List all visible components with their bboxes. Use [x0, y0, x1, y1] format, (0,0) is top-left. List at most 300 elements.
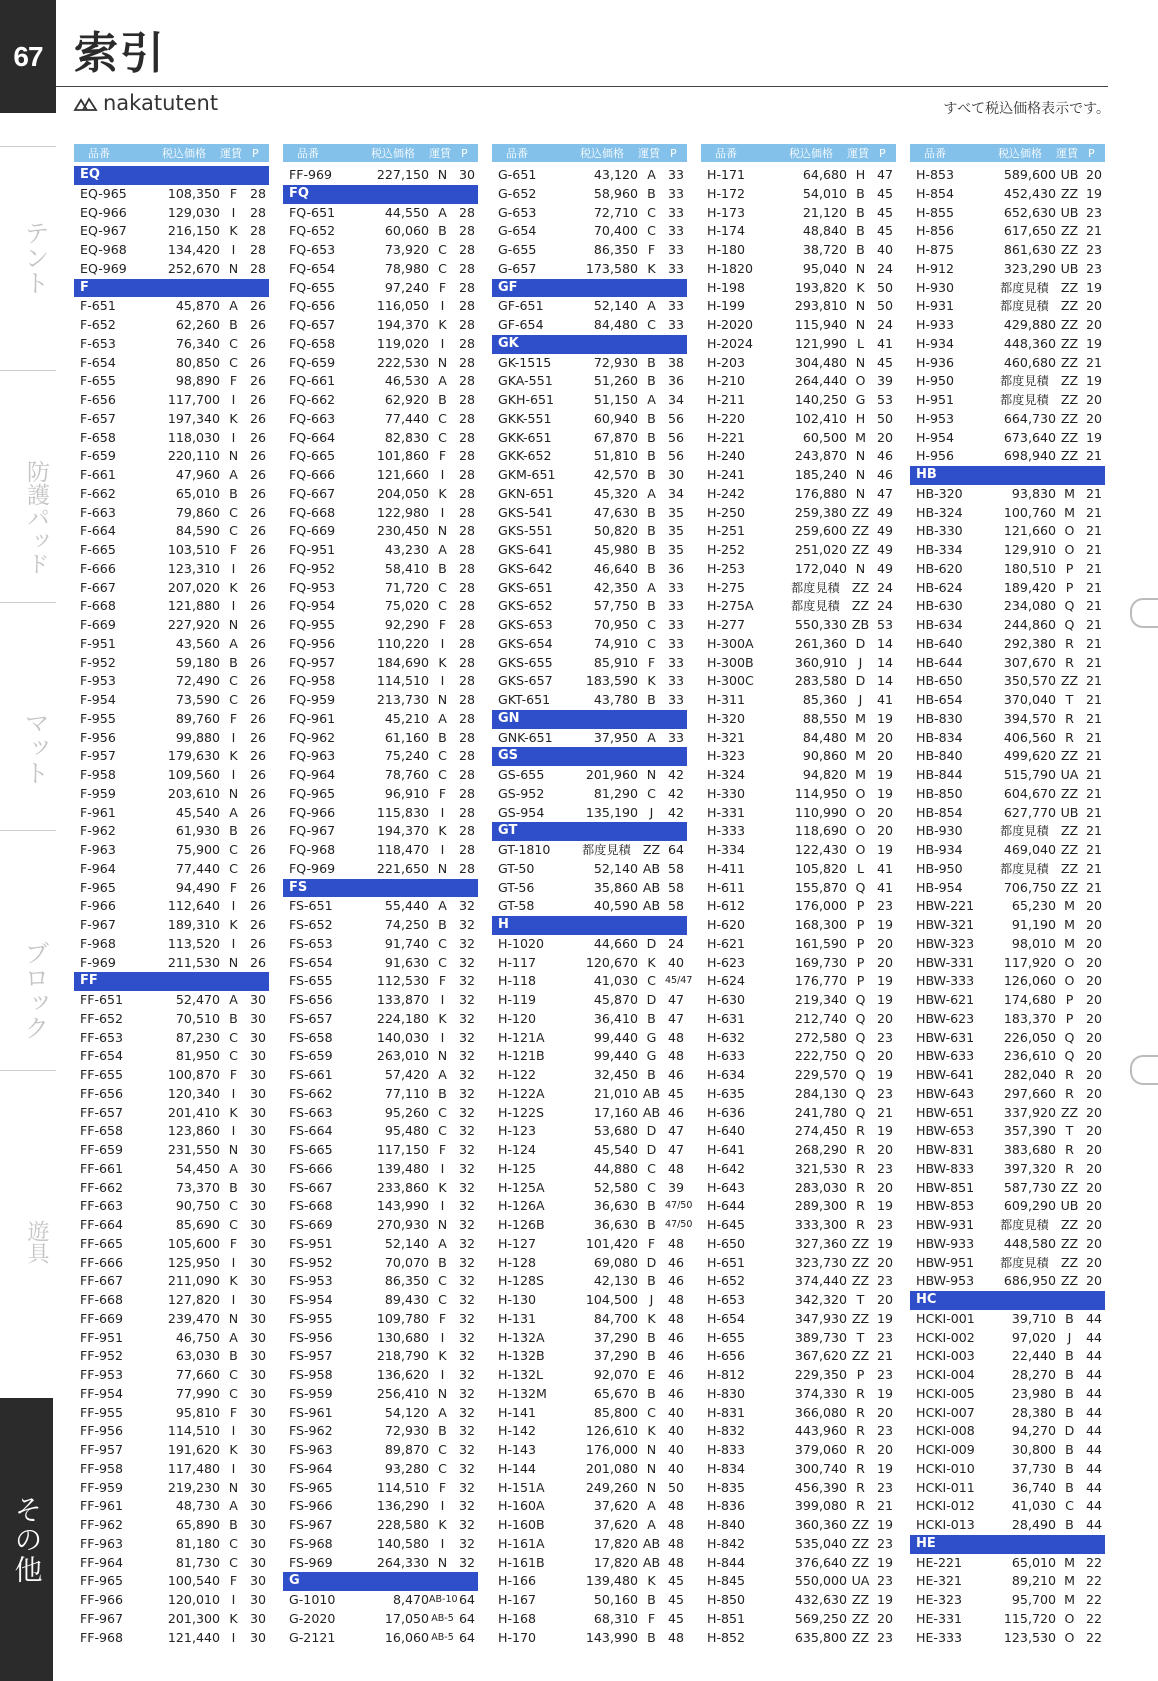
page-ref: 32 [458, 1498, 476, 1514]
freight-class: A [647, 1498, 656, 1514]
page-ref: 28 [458, 542, 476, 557]
price: 17,820 [593, 1554, 638, 1570]
index-row [492, 635, 687, 654]
page-ref: 20 [1085, 1085, 1103, 1101]
page-ref: 30 [249, 1235, 267, 1251]
column-header [492, 144, 687, 162]
page-ref: 32 [458, 954, 476, 970]
price: 129,030 [167, 204, 220, 220]
price: 85,800 [593, 1404, 638, 1420]
page-ref: 26 [249, 823, 267, 839]
product-code: HE-221 [916, 1554, 963, 1570]
page-ref: 28 [458, 523, 476, 539]
page-ref: 33 [667, 579, 685, 595]
product-code: F-664 [80, 523, 116, 539]
price: 143,990 [376, 1198, 429, 1214]
index-row [910, 1422, 1105, 1441]
index-row [701, 747, 896, 766]
freight-class: K [229, 223, 238, 239]
page-ref: 14 [876, 673, 894, 689]
price: 60,940 [593, 410, 638, 426]
price: 264,330 [376, 1554, 429, 1570]
product-code: H-624 [707, 973, 746, 989]
price: 51,810 [593, 448, 638, 464]
product-code: H-835 [707, 1479, 746, 1495]
product-code: H-620 [707, 917, 746, 932]
product-code: F-659 [80, 448, 116, 464]
price: 36,630 [593, 1198, 638, 1214]
side-category-playground[interactable]: 遊具 [24, 1220, 49, 1264]
price: 347,930 [794, 1310, 847, 1326]
price: 73,590 [175, 692, 220, 707]
freight-class: N [855, 260, 866, 276]
index-row [701, 429, 896, 448]
freight-class: P [856, 898, 865, 914]
page-ref: 28 [458, 335, 476, 351]
price: 都度見積 [1000, 374, 1049, 389]
freight-class: D [646, 1142, 657, 1157]
index-row [701, 916, 896, 935]
freight-class: B [229, 1179, 238, 1195]
product-code: H-834 [707, 1460, 746, 1476]
product-code: H-160A [498, 1498, 545, 1514]
page-ref: 19 [876, 842, 894, 857]
product-code: GKS-651 [498, 579, 553, 595]
product-code: FQ-956 [289, 635, 336, 651]
freight-class: N [437, 1048, 448, 1064]
header-page: P [252, 146, 259, 160]
index-row [492, 879, 687, 898]
product-code: H-930 [916, 279, 955, 295]
index-row [701, 1179, 896, 1198]
price: 38,720 [802, 242, 847, 257]
price: 366,080 [794, 1404, 847, 1420]
freight-class: C [229, 1048, 238, 1064]
index-row [492, 1516, 687, 1535]
product-code: H-170 [498, 1629, 537, 1645]
freight-class: R [1065, 1160, 1074, 1176]
product-code: HB-850 [916, 785, 963, 801]
product-code: FS-958 [289, 1367, 333, 1382]
freight-class: C [229, 1198, 238, 1214]
index-row [910, 766, 1105, 785]
page-ref: 24 [667, 935, 685, 951]
price: 73,920 [384, 242, 429, 257]
freight-class: T [856, 1292, 865, 1307]
product-code: G-2121 [289, 1629, 336, 1645]
price: 82,830 [384, 429, 429, 445]
product-code: FS-659 [289, 1048, 333, 1064]
freight-class: F [229, 1404, 238, 1420]
freight-class: B [1065, 1367, 1074, 1382]
index-row [701, 729, 896, 748]
index-row [283, 429, 478, 448]
index-row [283, 1235, 478, 1254]
product-code: H-220 [707, 410, 746, 426]
price: 42,130 [593, 1273, 638, 1289]
freight-class: A [229, 804, 238, 820]
side-category-pad[interactable]: 防護パッド [23, 460, 49, 575]
page-ref: 46 [667, 1104, 685, 1120]
price: 58,960 [593, 185, 638, 201]
freight-class: I [440, 467, 445, 482]
price: 686,950 [1003, 1273, 1056, 1289]
freight-class: I [440, 1535, 445, 1551]
page-ref: 30 [249, 1592, 267, 1607]
freight-class: R [856, 1442, 865, 1457]
product-code: FF-965 [80, 1573, 124, 1589]
price: 129,910 [1003, 542, 1056, 557]
page-ref: 33 [667, 598, 685, 614]
product-code: F-957 [80, 748, 116, 764]
page-ref: 19 [876, 973, 894, 989]
product-code: FS-965 [289, 1479, 333, 1495]
index-row [910, 1329, 1105, 1348]
product-code: H-912 [916, 260, 955, 276]
page-ref: 28 [458, 710, 476, 726]
product-code: G-657 [498, 260, 537, 276]
index-row [910, 222, 1105, 241]
page-ref: 48 [667, 1235, 685, 1251]
price: 74,250 [384, 917, 429, 932]
price: 224,180 [376, 1010, 429, 1026]
index-column [701, 144, 896, 1647]
index-row [910, 485, 1105, 504]
price: 102,410 [794, 410, 847, 426]
price: 46,530 [384, 373, 429, 389]
product-code: FQ-669 [289, 523, 336, 539]
index-row [701, 1010, 896, 1029]
product-code: FF-659 [80, 1142, 124, 1157]
freight-class: C [438, 954, 447, 970]
freight-class: K [438, 1179, 447, 1195]
page-ref: 40 [667, 954, 685, 970]
index-row [910, 897, 1105, 916]
brand-logo [74, 93, 218, 114]
price: 397,320 [1003, 1160, 1056, 1176]
freight-class: ZZ [1060, 354, 1079, 370]
index-row [74, 916, 269, 935]
page-ref: 50 [876, 298, 894, 314]
product-code: FS-667 [289, 1179, 333, 1195]
price: 406,560 [1003, 729, 1056, 745]
side-category-block[interactable]: ブロック [21, 940, 50, 1040]
price: 211,530 [167, 954, 220, 970]
price: 43,780 [593, 692, 638, 707]
product-code: F-963 [80, 842, 116, 857]
page-ref: 23 [876, 1479, 894, 1495]
product-code: H-645 [707, 1217, 746, 1232]
product-code: H-936 [916, 354, 955, 370]
side-divider [0, 1070, 56, 1071]
product-code: FQ-959 [289, 692, 336, 707]
product-code: FQ-958 [289, 673, 336, 689]
page-ref: 49 [876, 504, 894, 520]
page-ref: 19 [876, 1460, 894, 1476]
price: 121,990 [794, 335, 847, 351]
index-row [910, 822, 1105, 841]
freight-class: C [438, 1460, 447, 1476]
index-row [492, 372, 687, 391]
freight-class: ZZ [851, 598, 870, 614]
index-row [283, 1385, 478, 1404]
page-ref: 48 [667, 1498, 685, 1514]
page-ref: 26 [249, 317, 267, 332]
freight-class: AB-5 [431, 1631, 454, 1643]
page-ref: 46 [667, 1273, 685, 1289]
product-code: F-956 [80, 729, 116, 745]
product-code: F-951 [80, 635, 116, 651]
page-ref: 53 [876, 392, 894, 407]
index-row [701, 1291, 896, 1310]
index-row [492, 1291, 687, 1310]
page-ref: 19 [876, 785, 894, 801]
freight-class: D [646, 992, 657, 1007]
page-ref: 32 [458, 1123, 476, 1139]
page-ref: 20 [1085, 992, 1103, 1007]
index-row [910, 1310, 1105, 1329]
index-row [910, 1197, 1105, 1216]
header-freight: 運賃 [220, 147, 242, 160]
page-ref: 40 [667, 1423, 685, 1439]
freight-class: R [856, 1385, 865, 1401]
index-row [910, 185, 1105, 204]
index-row [701, 1329, 896, 1348]
price: 231,550 [167, 1142, 220, 1157]
product-code: GT-56 [498, 879, 535, 895]
index-row [492, 1629, 687, 1648]
page-ref: 30 [249, 1367, 267, 1382]
page-ref: 23 [876, 1160, 894, 1176]
side-category-other[interactable]: その他 [0, 1398, 53, 1681]
header-freight: 運賃 [847, 147, 869, 160]
index-row [701, 1029, 896, 1048]
page-ref: 19 [1085, 373, 1103, 389]
page-ref: 19 [876, 1198, 894, 1214]
page-ref: 21 [1085, 710, 1103, 726]
page-ref: 21 [1085, 729, 1103, 745]
page-ref: 26 [249, 467, 267, 482]
index-row [492, 729, 687, 748]
freight-class: B [647, 410, 656, 426]
price: 140,580 [376, 1535, 429, 1551]
freight-class: B [647, 1592, 656, 1607]
index-row [74, 635, 269, 654]
page-ref: 47 [667, 1010, 685, 1026]
index-row [283, 410, 478, 429]
page-ref: 46 [667, 1254, 685, 1270]
product-code: G-653 [498, 204, 537, 220]
index-row [701, 372, 896, 391]
price: 227,920 [167, 617, 220, 632]
index-row [283, 935, 478, 954]
product-code: H-956 [916, 448, 955, 464]
index-row [492, 391, 687, 410]
freight-class: N [228, 785, 239, 801]
product-code: FS-955 [289, 1310, 333, 1326]
price: 48,840 [802, 223, 847, 239]
freight-class: I [440, 992, 445, 1007]
product-code: FF-665 [80, 1235, 124, 1251]
freight-class: Q [1064, 617, 1075, 632]
index-row [910, 316, 1105, 335]
product-code: H-850 [707, 1592, 746, 1607]
product-code: H-132L [498, 1367, 544, 1382]
page-ref: 28 [458, 729, 476, 745]
product-code: HB-324 [916, 504, 963, 520]
page-ref: 30 [249, 1198, 267, 1214]
page-ref: 30 [249, 1217, 267, 1232]
page-ref: 38 [667, 354, 685, 370]
index-row [492, 1347, 687, 1366]
freight-class: F [229, 185, 238, 201]
freight-class: ZZ [1060, 410, 1079, 426]
index-row [701, 597, 896, 616]
freight-class: B [647, 1348, 656, 1364]
side-category-tent[interactable]: テント [21, 220, 50, 295]
price: 673,640 [1003, 429, 1056, 445]
product-code: FS-961 [289, 1404, 333, 1420]
product-code: H-117 [498, 954, 537, 970]
product-code: GNK-651 [498, 729, 553, 745]
price: 212,740 [794, 1010, 847, 1026]
product-code: H-121A [498, 1029, 545, 1045]
freight-class: N [437, 167, 448, 182]
price: 16,060 [384, 1629, 429, 1645]
freight-class: B [647, 448, 656, 464]
page-ref: 32 [458, 1367, 476, 1382]
price: 85,690 [175, 1217, 220, 1232]
page-ref: 32 [458, 1048, 476, 1064]
price: 110,990 [794, 804, 847, 820]
price: 289,300 [794, 1198, 847, 1214]
freight-class: O [855, 842, 866, 857]
page-ref: 21 [1085, 804, 1103, 820]
product-code: H-333 [707, 823, 746, 839]
price: 448,580 [1003, 1235, 1056, 1251]
freight-class: P [856, 935, 865, 951]
price: 67,870 [593, 429, 638, 445]
price: 698,940 [1003, 448, 1056, 464]
index-row [701, 1122, 896, 1141]
index-row [701, 1366, 896, 1385]
product-code: FQ-657 [289, 317, 336, 332]
product-code: HBW-623 [916, 1010, 975, 1026]
product-code: F-964 [80, 860, 116, 876]
index-row [283, 972, 478, 991]
index-row [283, 541, 478, 560]
index-row [492, 316, 687, 335]
index-row [910, 204, 1105, 223]
page-ref: 21 [1085, 542, 1103, 557]
index-row [701, 1554, 896, 1573]
index-row [701, 297, 896, 316]
price: 183,370 [1003, 1010, 1056, 1026]
index-row [283, 1629, 478, 1648]
freight-class: R [856, 1498, 865, 1514]
index-row [492, 504, 687, 523]
price: 74,910 [593, 635, 638, 651]
freight-class: M [1064, 898, 1075, 914]
price: 108,350 [167, 185, 220, 201]
price: 226,050 [1003, 1029, 1056, 1045]
product-code: F-668 [80, 598, 116, 614]
section-header: GT [492, 822, 687, 841]
freight-class: C [229, 673, 238, 689]
index-row [492, 1366, 687, 1385]
page-ref: 32 [458, 1329, 476, 1345]
header-code: 品番 [88, 147, 110, 160]
product-code: H-241 [707, 467, 746, 482]
price: 97,020 [1011, 1329, 1056, 1345]
page-ref: 32 [458, 917, 476, 932]
freight-class: A [229, 992, 238, 1007]
price: 432,630 [794, 1592, 847, 1607]
product-code: H-331 [707, 804, 746, 820]
index-row [283, 260, 478, 279]
product-code: FQ-655 [289, 279, 336, 295]
freight-class: B [1065, 1310, 1074, 1326]
side-category-mat[interactable]: マット [21, 710, 50, 785]
product-code: HB-634 [916, 617, 963, 632]
freight-class: N [437, 860, 448, 876]
page-ref: 32 [458, 973, 476, 989]
price: 283,030 [794, 1179, 847, 1195]
index-row [492, 1497, 687, 1516]
freight-class: I [440, 842, 445, 857]
price: 383,680 [1003, 1142, 1056, 1157]
price: 50,820 [593, 523, 638, 539]
index-row [492, 1066, 687, 1085]
product-code: FF-655 [80, 1067, 124, 1082]
freight-class: I [231, 429, 236, 445]
product-code: H-211 [707, 392, 746, 407]
freight-class: C [229, 335, 238, 351]
product-code: FQ-961 [289, 710, 336, 726]
freight-class: N [228, 1142, 239, 1157]
freight-class: AB-5 [431, 1612, 454, 1624]
price: 323,730 [794, 1254, 847, 1270]
index-row [492, 1404, 687, 1423]
price: 55,440 [384, 898, 429, 914]
index-row [283, 297, 478, 316]
index-row [492, 466, 687, 485]
index-row [283, 822, 478, 841]
product-code: GS-954 [498, 804, 545, 820]
page-ref: 20 [1085, 1179, 1103, 1195]
product-code: F-661 [80, 467, 116, 482]
page-ref: 32 [458, 1179, 476, 1195]
product-code: FS-653 [289, 935, 333, 951]
freight-class: I [440, 335, 445, 351]
price: 207,020 [167, 579, 220, 595]
index-row [910, 1460, 1105, 1479]
product-code: FF-951 [80, 1329, 124, 1345]
product-code: F-969 [80, 954, 116, 970]
page-ref: 26 [249, 692, 267, 707]
index-row [701, 1629, 896, 1648]
product-code: H-142 [498, 1423, 537, 1439]
index-row [910, 297, 1105, 316]
index-row [701, 954, 896, 973]
price: 65,670 [593, 1385, 638, 1401]
product-code: H-320 [707, 710, 746, 726]
price: 99,880 [175, 729, 220, 745]
product-code: F-965 [80, 879, 116, 895]
product-code: FS-663 [289, 1104, 333, 1120]
page-ref: 44 [1085, 1348, 1103, 1364]
freight-class: N [646, 767, 657, 782]
